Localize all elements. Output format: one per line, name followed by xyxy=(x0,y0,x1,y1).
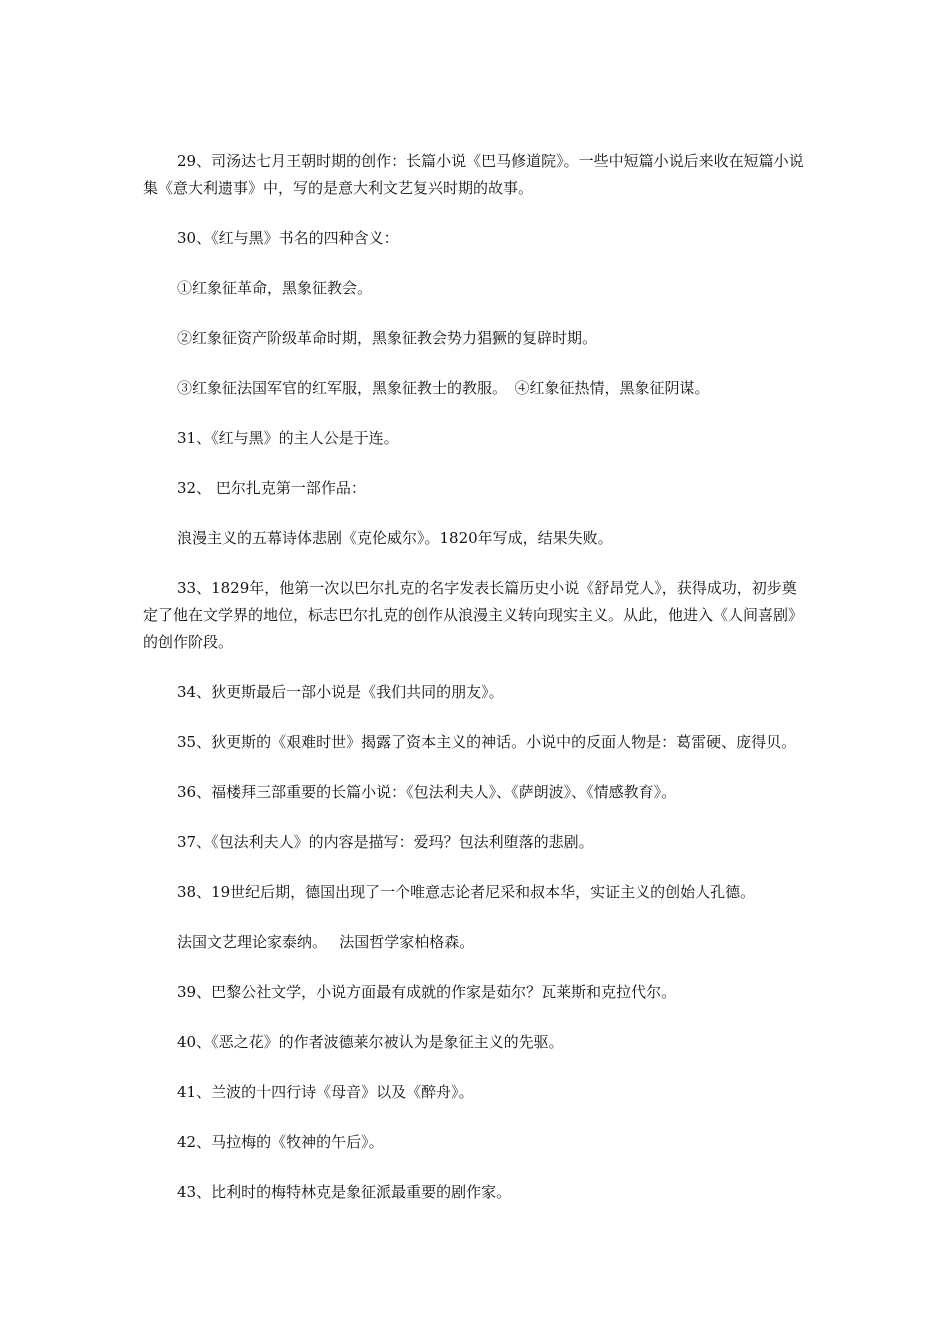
paragraph-35: 35、狄更斯的《艰难时世》揭露了资本主义的神话。小说中的反面人物是：葛雷硬、庞得贝。 xyxy=(177,733,797,751)
paragraph-30: 30、《红与黑》书名的四种含义： xyxy=(177,229,399,247)
paragraph-43: 43、比利时的梅特林克是象征派最重要的剧作家。 xyxy=(177,1183,512,1201)
paragraph-32: 32、 巴尔扎克第一部作品： xyxy=(177,479,366,497)
paragraph-30-meaning-3-4: ③红象征法国军官的红军服，黑象征教士的教服。 ④红象征热情，黑象征阴谋。 xyxy=(177,379,710,397)
paragraph-38: 38、19世纪后期，德国出现了一个唯意志论者尼采和叔本华，实证主义的创始人孔德。 xyxy=(177,883,756,901)
paragraph-36: 36、福楼拜三部重要的长篇小说：《包法利夫人》、《萨朗波》、《情感教育》。 xyxy=(177,783,677,801)
paragraph-29: 29、司汤达七月王朝时期的创作：长篇小说《巴马修道院》。一些中短篇小说后来收在短篇小说集《意大利遗事》中，写的是意大利文艺复兴时期的故事。 xyxy=(143,152,804,197)
paragraph-38-detail: 法国文艺理论家泰纳。 法国哲学家柏格森。 xyxy=(177,933,475,951)
paragraph-31: 31、《红与黑》的主人公是于连。 xyxy=(177,429,399,447)
paragraph-33: 33、1829年，他第一次以巴尔扎克的名字发表长篇历史小说《舒昂党人》，获得成功，初步奠定了他在文学界的地位，标志巴尔扎克的创作从浪漫主义转向现实主义。从此，他进入《人间喜剧》的创作阶段。 xyxy=(143,579,804,651)
paragraph-39: 39、巴黎公社文学，小说方面最有成就的作家是茹尔？瓦莱斯和克拉代尔。 xyxy=(177,983,677,1001)
paragraph-30-meaning-2: ②红象征资产阶级革命时期，黑象征教会势力猖獗的复辟时期。 xyxy=(177,329,598,347)
document-body xyxy=(143,148,811,1229)
paragraph-37: 37、《包法利夫人》的内容是描写：爱玛？包法利堕落的悲剧。 xyxy=(177,833,594,851)
paragraph-34: 34、狄更斯最后一部小说是《我们共同的朋友》。 xyxy=(177,683,504,701)
paragraph-32-detail: 浪漫主义的五幕诗体悲剧《克伦威尔》。1820年写成，结果失败。 xyxy=(177,529,613,547)
paragraph-30-meaning-1: ①红象征革命，黑象征教会。 xyxy=(177,279,373,297)
paragraph-41: 41、兰波的十四行诗《母音》以及《醉舟》。 xyxy=(177,1083,474,1101)
paragraph-40: 40、《恶之花》的作者波德莱尔被认为是象征主义的先驱。 xyxy=(177,1033,564,1051)
paragraph-42: 42、马拉梅的《牧神的午后》。 xyxy=(177,1133,384,1151)
